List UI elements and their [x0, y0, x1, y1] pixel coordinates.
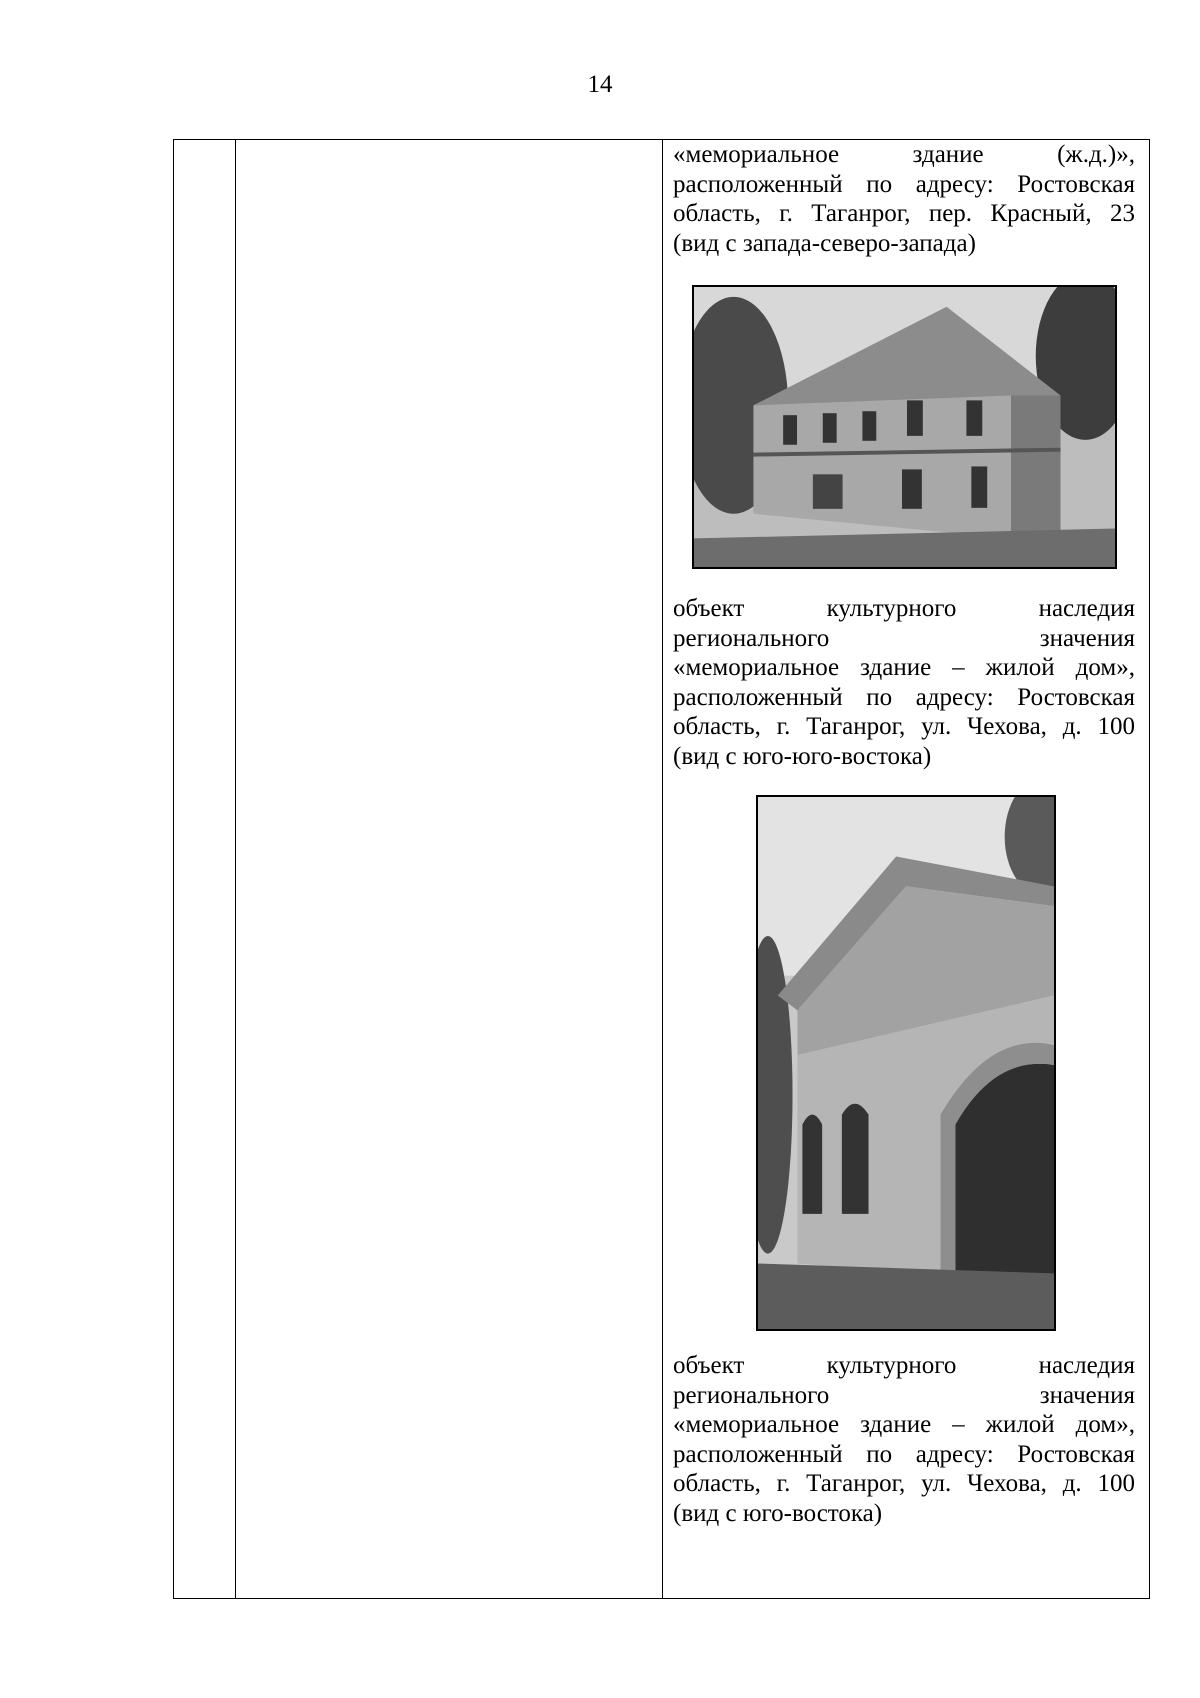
caption-line: расположенный по адресу: Ростовская [673, 683, 1135, 711]
caption-line: область, г. Таганрог, ул. Чехова, д. 100 [673, 1470, 1135, 1497]
caption-line: регионального значения [673, 624, 1135, 652]
caption-line: расположенный по адресу: Ростовская [673, 1440, 1135, 1468]
caption-2 [673, 594, 1135, 771]
caption-line: (вид с юго-юго-востока) [673, 742, 932, 770]
building-photo-2 [756, 795, 1056, 1331]
column-divider-1 [235, 140, 236, 1598]
column-divider-2 [662, 140, 663, 1598]
caption-line: регионального значения [673, 1381, 1135, 1409]
caption-line: (вид с запада-северо-запада) [673, 229, 976, 257]
caption-line: «мемориальное здание (ж.д.)», [673, 141, 1135, 168]
document-table [173, 139, 1150, 1599]
building-photo-1 [692, 285, 1117, 569]
caption-3 [673, 1351, 1135, 1528]
caption-line: объект культурного наследия [673, 595, 1135, 622]
caption-line: (вид с юго-востока) [673, 1499, 883, 1527]
caption-line: область, г. Таганрог, ул. Чехова, д. 100 [673, 713, 1135, 740]
caption-line: «мемориальное здание – жилой дом», [673, 654, 1135, 681]
caption-line: область, г. Таганрог, пер. Красный, 23 [673, 200, 1135, 227]
caption-line: расположенный по адресу: Ростовская [673, 170, 1135, 198]
caption-1 [673, 140, 1135, 258]
caption-line: «мемориальное здание – жилой дом», [673, 1411, 1135, 1438]
page-number: 14 [587, 71, 613, 98]
caption-line: объект культурного наследия [673, 1352, 1135, 1379]
